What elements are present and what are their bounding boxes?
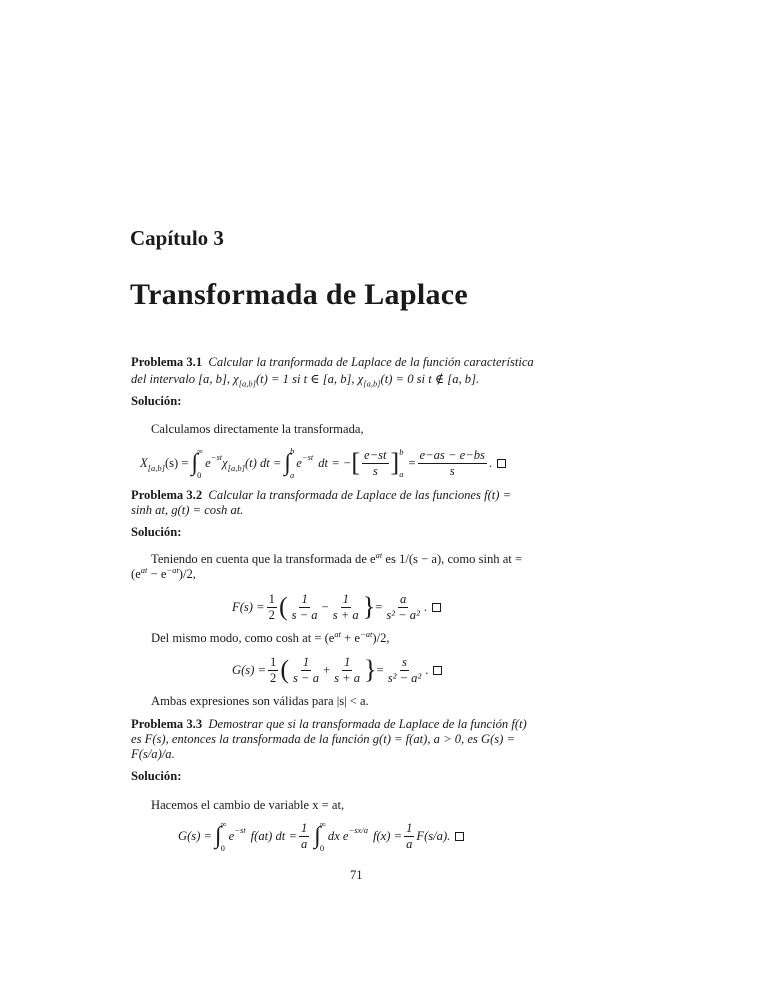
math-token: 2 [268,607,275,622]
math-token: . [425,662,429,677]
math-token: [ [351,448,361,477]
math-token: a [399,469,404,479]
math-token: Calcular la transformada de Laplace de las funciones f(t) = [208,488,512,502]
math-token: + e [341,631,361,645]
math-token: 1 [343,654,351,669]
integral-icon [192,446,204,480]
math-token: Calcular la tranformada de Laplace de la función característica [208,355,534,369]
math-token: = [376,662,384,677]
math-token: ] [390,448,400,477]
page-number: 71 [350,868,363,882]
math-token: −at [360,628,373,639]
solution-label: Solución: [131,394,182,408]
fraction [267,593,277,622]
equation-g [232,650,442,690]
math-token: a [406,836,413,851]
math-token: b [399,447,404,457]
math-token: } [364,655,377,684]
math-token: (t) = 0 si t ∉ [a, b]. [380,372,480,386]
qed-icon [455,832,464,841]
fraction [404,822,414,851]
math-token: 0 [319,843,325,853]
math-token: (t) = 1 si t ∈ [a, b], χ [255,372,364,386]
fraction [268,656,278,685]
math-token: = [375,599,383,614]
math-token: ∫ [215,823,222,849]
fraction [332,656,362,685]
qed-icon [497,459,506,468]
problem-3-1-statement [131,355,534,370]
math-token: 1 [301,591,308,606]
math-token: at [375,549,383,560]
solution-text [151,549,523,567]
math-token: dt = − [318,455,352,470]
solution-text-4: Ambas expresiones son válidas para |s| < a. [151,694,369,708]
math-token: [a,b] [238,378,256,389]
problem-3-3-statement-3: F(s/a)/a. [131,747,175,761]
problem-3-3-statement [131,717,527,732]
math-token: Teniendo en cuenta que la transformada de e [151,552,376,566]
math-token [197,446,203,480]
math-token: F(s) = [232,599,265,614]
math-token: s [402,654,407,669]
math-token: 1 [300,820,308,835]
problem-3-1-statement-2 [131,372,479,387]
math-token: 2 [270,670,277,685]
math-token: e−as − e−bs [419,447,485,462]
problem-label: Problema 3.1 [131,355,203,369]
math-token: −st [301,452,314,462]
math-token: at [140,564,148,575]
math-token: s + a [334,670,361,685]
math-token: es 1/(s − a), como sinh at = [382,552,523,566]
math-token: − [321,599,329,614]
chapter-label: Capítulo 3 [130,226,224,250]
math-token: )/2, [178,567,196,581]
math-token: f(x) = [372,828,403,843]
math-token [399,447,403,479]
math-token: χ [222,455,228,470]
math-token: Del mismo modo, como cosh at = (e [151,631,335,645]
math-token: 0 [220,843,225,853]
math-token: F(s/a). [416,828,451,843]
solution-text: Calculamos directamente la transformada, [151,422,364,436]
integral-icon [215,819,227,853]
math-token: [a,b] [147,463,165,473]
fraction [290,593,320,622]
math-token: 1 [302,654,310,669]
fraction [291,656,321,685]
math-token: (t) dt = [244,455,282,470]
math-token: s − a [293,670,319,685]
problem-3-2-statement-2: sinh at, g(t) = cosh at. [131,503,244,517]
math-token: G(s) = [232,662,267,677]
math-token: a [290,470,295,480]
math-token: −sx/a [348,825,368,835]
math-token: ∫ [191,450,199,476]
math-token: f(at) dt = [250,828,297,843]
solution-text-3 [151,628,390,646]
math-token: . [488,455,493,470]
equation-3-3 [178,816,464,856]
math-token: e [205,455,211,470]
equation-3-1 [140,443,506,483]
math-token: a [300,836,308,851]
math-token: −st [234,825,246,835]
qed-icon [432,603,441,612]
math-token: ∫ [314,823,321,849]
math-token: [a,b] [227,463,245,473]
chapter-title: Transformada de Laplace [130,278,468,311]
math-token: )/2, [372,631,390,645]
math-token: Problema 3.2 [131,488,203,502]
math-token: (s) = [164,455,189,470]
fraction [299,822,309,851]
problem-3-2-statement [131,488,511,503]
math-token [320,819,326,853]
math-token: ∞ [319,819,326,829]
solution-text: Hacemos el cambio de variable x = at, [151,798,345,812]
math-token: X [140,455,148,470]
math-token: 1 [342,591,349,606]
math-token: a [399,591,407,606]
fraction [331,593,361,622]
math-token: e−st [364,447,387,462]
math-token: . [423,599,428,614]
math-token: s + a [332,607,359,622]
fraction [362,449,389,478]
math-token: s [449,463,455,478]
math-token: e [296,455,302,470]
problem-3-3-statement-2: es F(s), entonces la transformada de la función g(t) = f(at), a > 0, es G(s) = [131,732,516,746]
math-token: Problema 3.3 [131,717,203,731]
math-token: ( [280,655,289,684]
math-token: dx e [327,828,349,843]
math-token: b [290,446,295,456]
math-token: (e [131,567,141,581]
math-token: 1 [270,654,277,669]
math-token: −at [166,564,179,575]
math-token: s² − a² [386,607,420,622]
fraction [386,656,424,685]
math-token: s − a [291,607,318,622]
math-token: del intervalo [a, b], χ [131,372,239,386]
math-token: ∫ [284,450,291,476]
math-token: = [408,455,416,470]
math-token: ∞ [220,819,227,829]
integral-icon [314,819,326,853]
integral-icon [284,446,294,480]
math-token: s [372,463,378,478]
math-token: ∞ [197,446,204,456]
math-token [221,819,227,853]
fraction [418,449,487,478]
equation-f [232,587,441,627]
math-token [290,446,294,480]
math-token: G(s) = [178,828,213,843]
solution-label: Solución: [131,525,182,539]
math-token: 1 [268,591,275,606]
math-token: Demostrar que si la transformada de Laplace de la función f(t) [208,717,527,731]
math-token: + [323,662,331,677]
math-token: 1 [406,820,413,835]
math-token: at [334,628,342,639]
solution-label: Solución: [131,769,182,783]
math-token: e [228,828,235,843]
math-token: ( [278,592,288,621]
math-token: s² − a² [387,670,422,685]
fraction [384,593,422,622]
math-token: − e [147,567,167,581]
math-token: −st [210,452,223,462]
qed-icon [433,666,442,675]
math-token: 0 [197,470,202,480]
solution-text-2 [131,564,196,582]
math-token: [a,b] [363,378,381,389]
math-token: } [362,592,376,621]
